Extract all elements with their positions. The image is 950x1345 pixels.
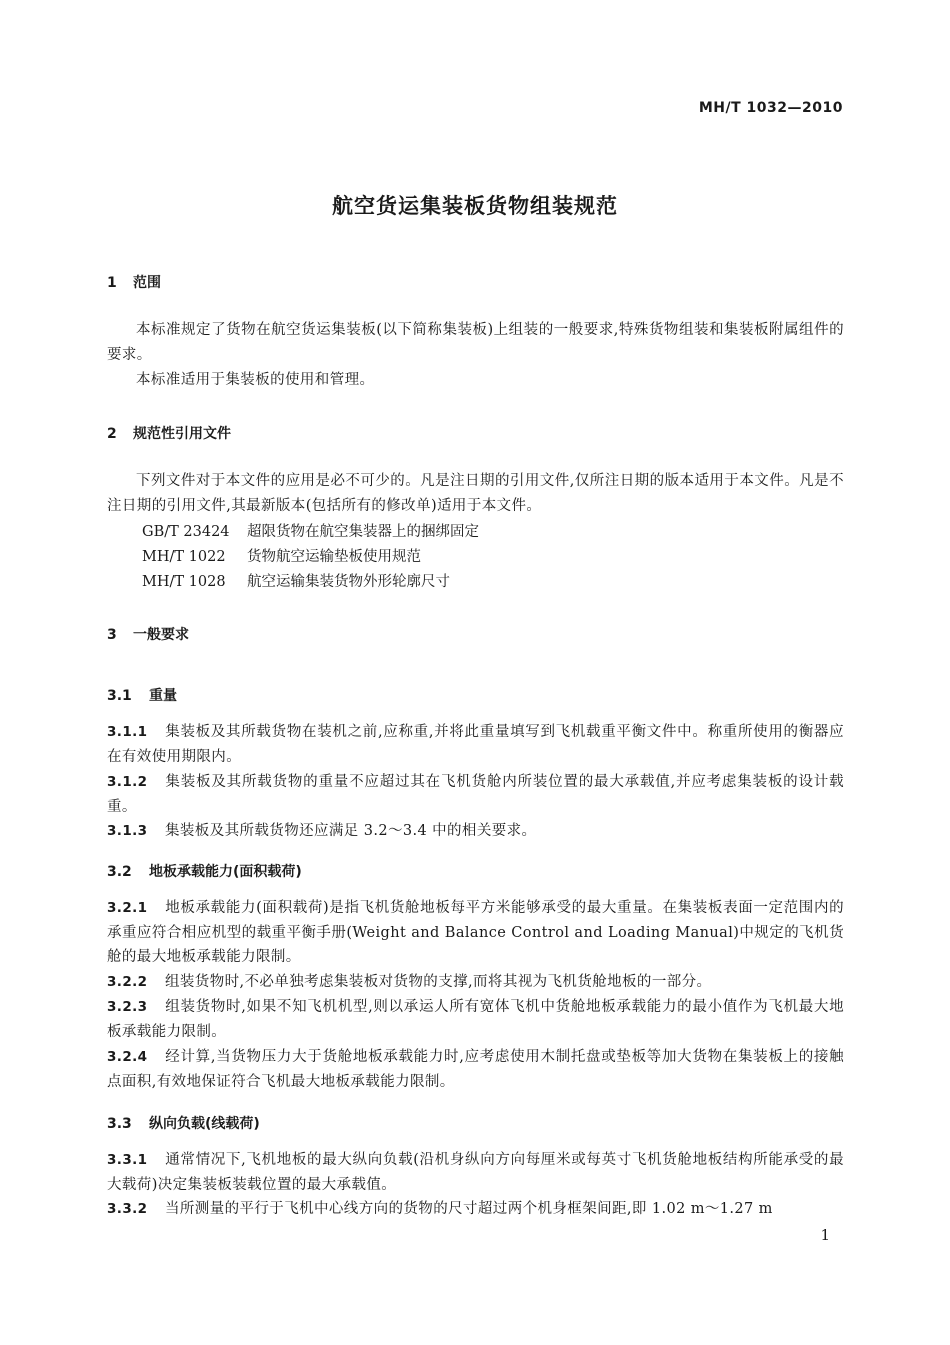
subsection-title: 纵向负载(线载荷) — [149, 1116, 260, 1132]
reference-code: MH/T 1022 — [142, 549, 226, 565]
clause-text: 集装板及其所载货物在装机之前,应称重,并将此重量填写到飞机载重平衡文件中。称重所使用的衡器应在有效使用期限内。 — [107, 724, 844, 765]
paragraph: 本标准适用于集装板的使用和管理。 — [136, 372, 375, 388]
section-title: 规范性引用文件 — [133, 426, 231, 442]
subsection-number: 3.3 — [107, 1116, 132, 1132]
clause — [107, 770, 844, 819]
clause-number: 3.2.1 — [107, 900, 148, 916]
clause-text: 地板承载能力(面积载荷)是指飞机货舱地板每平方米能够承受的最大重量。在集装板表面一定范围内的承重应符合相应机型的载重平衡手册(Weight and Balance Control and Loading Manual)中规定的飞机货舱的最大地板承载能力限制。 — [107, 900, 844, 965]
clause-text: 集装板及其所载货物还应满足 3.2～3.4 中的相关要求。 — [165, 823, 537, 839]
subsection-3-1-heading — [107, 685, 177, 705]
reference-title: 货物航空运输垫板使用规范 — [247, 549, 421, 565]
section-3-heading — [107, 624, 189, 644]
clause-number: 3.2.3 — [107, 999, 148, 1015]
subsection-number: 3.1 — [107, 688, 132, 704]
clause-number: 3.2.2 — [107, 974, 148, 990]
clause — [107, 896, 844, 970]
subsection-title: 重量 — [149, 688, 177, 704]
clause-number: 3.3.2 — [107, 1201, 148, 1217]
document-title: 航空货运集装板货物组装规范 — [332, 194, 618, 218]
section-number: 2 — [107, 426, 117, 442]
section-title: 范围 — [133, 275, 161, 291]
clause-text: 组装货物时,如果不知飞机机型,则以承运人所有宽体飞机中货舱地板承载能力的最小值作为飞机最大地板承载能力限制。 — [107, 999, 844, 1040]
clause — [107, 819, 844, 844]
section-number: 1 — [107, 275, 117, 291]
reference-item — [142, 545, 421, 566]
clause — [107, 720, 844, 769]
reference-item — [142, 520, 479, 541]
clause-number: 3.1.1 — [107, 724, 148, 740]
reference-code: GB/T 23424 — [142, 524, 230, 540]
subsection-title: 地板承载能力(面积载荷) — [149, 864, 302, 880]
subsection-number: 3.2 — [107, 864, 132, 880]
section-2-heading — [107, 423, 231, 443]
subsection-3-3-heading — [107, 1113, 260, 1133]
section-title: 一般要求 — [133, 627, 189, 643]
page-number: 1 — [820, 1226, 830, 1244]
paragraph: 本标准规定了货物在航空货运集装板(以下简称集装板)上组装的一般要求,特殊货物组装和集装板附属组件的要求。 — [107, 322, 844, 363]
clause — [107, 970, 844, 995]
clause-number: 3.2.4 — [107, 1049, 148, 1065]
reference-title: 航空运输集装货物外形轮廓尺寸 — [247, 574, 450, 590]
section-number: 3 — [107, 627, 117, 643]
clause — [107, 1148, 844, 1197]
standard-code: MH/T 1032—2010 — [698, 100, 843, 116]
clause — [107, 995, 844, 1044]
clause-text: 通常情况下,飞机地板的最大纵向负载(沿机身纵向方向每厘米或每英寸飞机货舱地板结构所能承受的最大载荷)决定集装板装载位置的最大承载值。 — [107, 1152, 844, 1193]
clause-text: 当所测量的平行于飞机中心线方向的货物的尺寸超过两个机身框架间距,即 1.02 m～1.27 m — [165, 1201, 773, 1217]
clause-text: 经计算,当货物压力大于货舱地板承载能力时,应考虑使用木制托盘或垫板等加大货物在集装板上的接触点面积,有效地保证符合飞机最大地板承载能力限制。 — [107, 1049, 844, 1090]
subsection-3-2-heading — [107, 861, 302, 881]
reference-title: 超限货物在航空集装器上的捆绑固定 — [247, 524, 479, 540]
paragraph: 下列文件对于本文件的应用是必不可少的。凡是注日期的引用文件,仅所注日期的版本适用于本文件。凡是不注日期的引用文件,其最新版本(包括所有的修改单)适用于本文件。 — [107, 473, 844, 514]
clause — [107, 1045, 844, 1094]
clause-text: 组装货物时,不必单独考虑集装板对货物的支撑,而将其视为飞机货舱地板的一部分。 — [165, 974, 712, 990]
clause-text: 集装板及其所载货物的重量不应超过其在飞机货舱内所装位置的最大承载值,并应考虑集装板的设计载重。 — [107, 774, 844, 815]
reference-item — [142, 570, 450, 591]
clause-number: 3.3.1 — [107, 1152, 148, 1168]
reference-code: MH/T 1028 — [142, 574, 226, 590]
clause-number: 3.1.2 — [107, 774, 148, 790]
clause-number: 3.1.3 — [107, 823, 148, 839]
clause — [107, 1197, 844, 1222]
section-1-heading — [107, 272, 161, 292]
